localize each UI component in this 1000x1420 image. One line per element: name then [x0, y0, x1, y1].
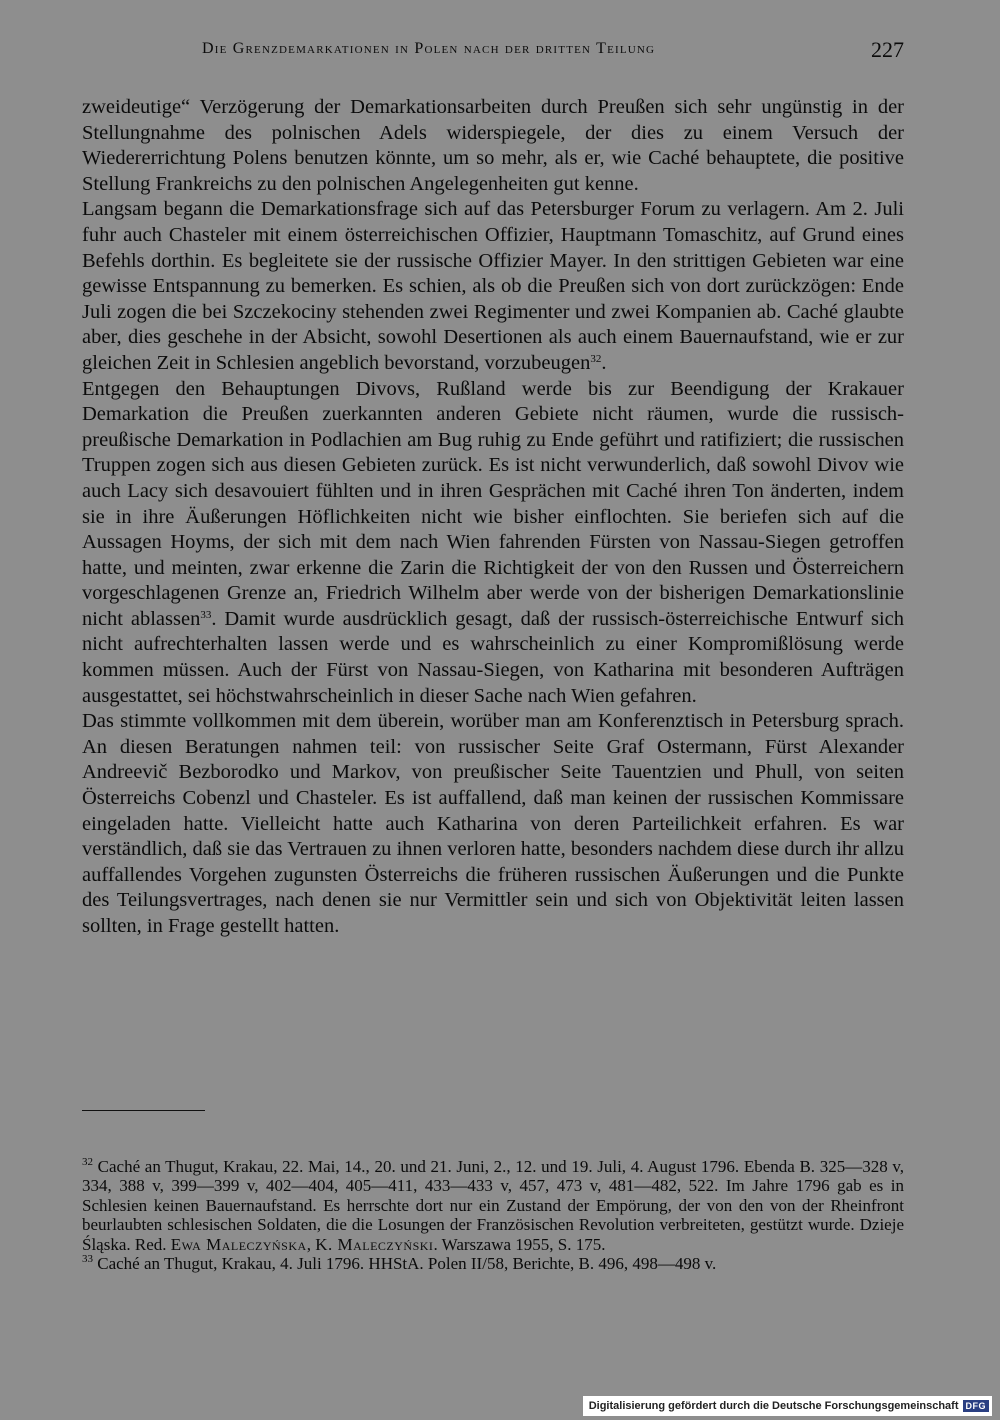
- footnote-ref-33: 33: [200, 608, 212, 621]
- paragraph: Das stimmte vollkommen mit dem überein, worüber man am Konferenztisch in Petersburg sprach. An diesen Beratungen nahmen teil: von russischer Seite Graf Ostermann, Fürst Alexander Andreevič Bezborodko und Markov, von preußischer Seite Tauentzien und Phull, von seiten Österreichs Cobenzl und Chasteler. Es ist auffallend, daß man keinen der russischen Kommissare eingeladen hatte. Vielleicht hatte auch Katharina von deren Parteilichkeit erfahren. Es war verständlich, daß sie das Vertrauen zu ihnen verloren hatte, besonders nachdem diese durch ihr allzu auffallendes Vorgehen zugunsten Österreichs die früheren russischen Äußerungen und die Punkte des Teilungsvertrages, nach denen sie nur Vermittler sein und sich von Objektivität leiten lassen sollten, in Frage gestellt hatten.: [82, 710, 904, 937]
- paragraph-text: Entgegen den Behauptungen Divovs, Rußland werde bis zur Beendigung der Krakauer Demarkation die Preußen zuerkannten anderen Gebiete nicht räumen, wurde die russisch-preußische Demarkation in Podlachien am Bug ruhig zu Ende geführt und ratifiziert; die russischen Truppen zogen sich aus diesen Gebieten zurück. Es ist nicht verwunderlich, daß sowohl Divov wie auch Lacy sich desavouiert fühlten und in ihren Gesprächen mit Caché ihren Ton änderten, indem sie in ihre Äußerungen Höflichkeiten nicht wie bisher einflochten. Sie beriefen sich auf die Aussagen Hoyms, der sich mit dem nach Wien fahrenden Fürsten von Nassau-Siegen getroffen hatte, und meinten, zwar erkenne die Zarin die Richtigkeit der von den Russen und Österreichern vorgeschlagenen Grenze an, Friedrich Wilhelm aber werde von der bisherigen Demarkationslinie nicht ablassen: [82, 377, 904, 630]
- footnote-text: . Warszawa 1955, S. 175.: [433, 1234, 606, 1254]
- author-name: K. Maleczyński: [315, 1234, 434, 1254]
- paragraph: zweideutige“ Verzögerung der Demarkationsarbeiten durch Preußen sich sehr ungünstig in der Stellungnahme des polnischen Adels widerspiegele, der dies zu einem Versuch der Wiedererrichtung Polens benutzen könnte, um so mehr, als er, wie Caché behauptete, die positive Stellung Frankreichs zu den polnischen Angelegenheiten gut kenne.: [82, 96, 904, 195]
- paragraph: Langsam begann die Demarkationsfrage sich auf das Petersburger Forum zu verlagern. Am 2. Juli fuhr auch Chasteler mit einem österreichischen Offizier, Hauptmann Tomaschitz, auf Grund eines Befehls dorthin. Es begleitete sie der russische Offizier Mayer. In den strittigen Gebieten war eine gewisse Entspannung zu bemerken. Es schien, als ob die Preußen sich von dort zurückzögen: Ende Juli zogen die bei Szczekociny stehenden zwei Regimenter und zwei Kompanien ab. Caché glaubte aber, dies geschehe in der Absicht, sowohl Desertionen als auch einem Bauernaufstand, wie er zur gleichen Zeit in Schlesien angeblich bevorstand, vorzubeugen$^{32}$.: [82, 198, 904, 374]
- footnote-text: Caché an Thugut, Krakau, 22. Mai, 14., 20. und 21. Juni, 2., 12. und 19. Juli, 4. August 1796. Ebenda B. 325—328 v, 334, 388 v, 399—399 v, 402—404, 405—411, 433—433 v, 457, 473 v, 481—482, 522. Im Jahre 1796 gab es in Schlesien keinen Bauernaufstand. Es herrschte dort nur ein Zustand der Empörung, der von den von der Rheinfront beurlaubten schlesischen Soldaten, die die Losungen der Französischen Revolution verbreiteten, gestützt wurde. Dzieje Śląska. Red.: [82, 1157, 904, 1254]
- paragraph-text: . Damit wurde ausdrücklich gesagt, daß der russisch-österreichische Entwurf sich nicht aufrechterhalten lassen werde und es wahrscheinlich zu einer Kompromißlösung werde kommen müssen. Auch der Fürst von Nassau-Siegen, von Katharina mit besonderen Aufträgen ausgestattet, sei höchstwahrscheinlich in dieser Sache nach Wien gefahren.: [82, 607, 904, 707]
- credit-text: Digitalisierung gefördert durch die Deutsche Forschungsgemeinschaft: [588, 1400, 959, 1412]
- footnote-marker: 32: [82, 1156, 93, 1168]
- digitization-credit: [583, 1396, 992, 1416]
- separator: ,: [306, 1234, 316, 1254]
- footnotes: [82, 1157, 904, 1273]
- footnote-ref-32: 32: [590, 352, 602, 365]
- paragraph: [82, 377, 904, 710]
- body-text: [82, 95, 904, 940]
- paragraph-text: Langsam begann die Demarkationsfrage sich auf das Petersburger Forum zu verlagern. Am 2. Juli fuhr auch Chasteler mit einem österreichischen Offizier, Hauptmann Tomaschitz, auf Grund eines Befehls dorthin. Es begleitete sie der russische Offizier Mayer. In den strittigen Gebieten war eine gewisse Entspannung zu bemerken. Es schien, als ob die Preußen sich von dort zurückzögen: Ende Juli zogen die bei Szczekociny stehenden zwei Regimenter und zwei Kompanien ab. Caché glaubte aber, dies geschehe in der Absicht, sowohl Desertionen als auch einem Bauernaufstand, wie er zur gleichen Zeit in Schlesien angeblich bevorstand, vorzubeugen: [82, 198, 904, 374]
- footnote-text: Caché an Thugut, Krakau, 4. Juli 1796. HHStA. Polen II/58, Berichte, B. 496, 498—498 v.: [93, 1254, 717, 1274]
- running-title: Die Grenzdemarkationen in Polen nach der dritten Teilung: [202, 40, 656, 57]
- footnote-32: [82, 1157, 904, 1254]
- dfg-logo-icon: DFG: [963, 1400, 990, 1412]
- author-name: Ewa Maleczyńska: [170, 1234, 307, 1254]
- footnote-marker: 33: [82, 1253, 93, 1266]
- page-number: 227: [871, 37, 904, 62]
- footnote-33: [82, 1254, 904, 1273]
- footnote-rule: [82, 1110, 205, 1111]
